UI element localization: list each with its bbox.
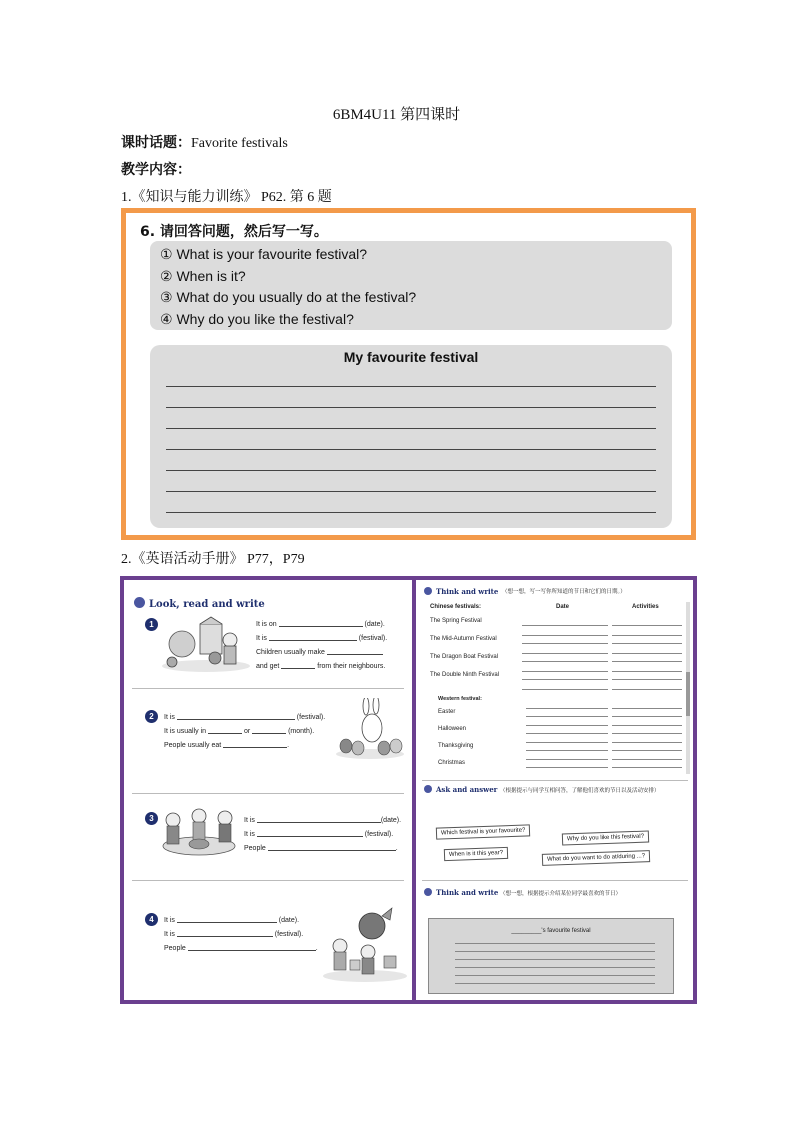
workbook-spread bbox=[120, 576, 697, 1004]
exercise-number-3: 3 bbox=[145, 812, 158, 825]
notebook-title: _________'s favourite festival bbox=[511, 928, 591, 934]
ask-answer-note-1: （根据提示与同学互相问答，了解他们喜欢的节日以及活动安排） bbox=[500, 788, 660, 794]
festival-row: The Dragon Boat Festival bbox=[430, 654, 499, 660]
content-item-2: 2.《英语活动手册》 P77，P79 bbox=[121, 552, 305, 567]
answer-line bbox=[526, 716, 608, 717]
writing-line bbox=[166, 428, 656, 429]
ex1-line-2: It is (festival). bbox=[256, 635, 388, 642]
writing-line bbox=[166, 512, 656, 513]
answer-line bbox=[526, 767, 608, 768]
questions-box bbox=[150, 241, 672, 330]
question-3: ③ What do you usually do at the festival? bbox=[160, 289, 417, 305]
christmas-illustration bbox=[320, 906, 410, 984]
answer-line bbox=[526, 750, 608, 751]
answer-line bbox=[526, 759, 608, 760]
answer-line bbox=[612, 679, 682, 680]
answer-line bbox=[612, 643, 682, 644]
workbook-page-right bbox=[416, 580, 693, 1000]
answer-line bbox=[612, 708, 682, 709]
notebook-line bbox=[455, 975, 655, 976]
question-2: ② When is it? bbox=[160, 267, 246, 284]
header-activities: Activities bbox=[632, 604, 659, 610]
answer-line bbox=[612, 653, 682, 654]
notebook-box bbox=[428, 918, 674, 994]
divider bbox=[132, 880, 404, 881]
ex2-line-1: It is (festival). bbox=[164, 714, 326, 721]
thanksgiving-dinner-illustration bbox=[159, 806, 241, 864]
divider bbox=[132, 793, 404, 794]
think-write-title-2: Think and write bbox=[424, 888, 498, 897]
ex3-line-2: It is (festival). bbox=[244, 831, 394, 838]
festival-row: Easter bbox=[438, 709, 456, 715]
ask-answer-title: Ask and answer bbox=[424, 785, 497, 794]
ex1-line-4: and get from their neighbours. bbox=[256, 663, 386, 670]
answer-line bbox=[526, 733, 608, 734]
bullet-icon bbox=[424, 888, 432, 896]
festival-row: Halloween bbox=[438, 726, 467, 732]
answer-line bbox=[522, 625, 608, 626]
notebook-line bbox=[455, 943, 655, 944]
speech-bubble: Which festival is your favourite? bbox=[436, 824, 531, 839]
exercise-number-4: 4 bbox=[145, 913, 158, 926]
answer-line bbox=[612, 671, 682, 672]
exercise-6-title: 6. 请回答问题，然后写一写。 bbox=[140, 224, 328, 240]
question-4: ④ Why do you like the festival? bbox=[160, 310, 354, 327]
answer-line bbox=[612, 733, 682, 734]
header-date: Date bbox=[556, 604, 570, 610]
think-write-note-1: （想一想，写一写你所知道的节日和它们的日期。） bbox=[502, 589, 626, 595]
answer-line bbox=[612, 661, 682, 662]
exercise-number-1: 1 bbox=[145, 618, 158, 631]
festival-row: Christmas bbox=[438, 760, 466, 766]
answer-line bbox=[612, 725, 682, 726]
ex2-line-2: It is usually in or (month). bbox=[164, 728, 315, 735]
ex4-line-2: It is (festival). bbox=[164, 931, 304, 938]
ex1-line-1: It is on (date). bbox=[256, 621, 385, 628]
answer-line bbox=[612, 742, 682, 743]
answer-line bbox=[526, 725, 608, 726]
content-line bbox=[121, 159, 191, 179]
festival-row: The Double Ninth Festival bbox=[430, 672, 500, 678]
question-1: ① What is your favourite festival? bbox=[160, 246, 368, 262]
ex3-line-3: People . bbox=[244, 845, 398, 852]
topic-label: 课时话题： bbox=[121, 135, 191, 151]
section-title: Look, read and write bbox=[134, 597, 265, 610]
notebook-line bbox=[455, 951, 655, 952]
writing-line bbox=[166, 470, 656, 471]
writing-line bbox=[166, 407, 656, 408]
page-title: 6BM4U11 第四课时 bbox=[332, 107, 461, 123]
answer-line bbox=[522, 643, 608, 644]
divider bbox=[422, 780, 688, 781]
writing-title: My favourite festival bbox=[343, 349, 479, 365]
answer-line bbox=[612, 750, 682, 751]
writing-line bbox=[166, 386, 656, 387]
western-label: Western festival: bbox=[438, 696, 482, 702]
answer-line bbox=[526, 708, 608, 709]
think-write-title-1: Think and write bbox=[424, 587, 498, 596]
answer-line bbox=[612, 635, 682, 636]
easter-bunny-illustration bbox=[334, 698, 408, 760]
ex4-line-3: People . bbox=[164, 945, 318, 952]
think-write-note-2: （想一想，根据提示介绍某位同学最喜欢的节日） bbox=[500, 891, 622, 897]
ex2-line-3: People usually eat . bbox=[164, 742, 290, 749]
bullet-icon bbox=[424, 785, 432, 793]
notebook-line bbox=[455, 959, 655, 960]
workbook-page-left bbox=[124, 580, 412, 1000]
content-item-1: 1.《知识与能力训练》 P62. 第 6 题 bbox=[121, 190, 332, 205]
festival-row: The Mid-Autumn Festival bbox=[430, 636, 497, 642]
ex3-line-1: It is (date). bbox=[244, 817, 402, 824]
bullet-icon bbox=[424, 587, 432, 595]
festival-row: Thanksgiving bbox=[438, 743, 474, 749]
notebook-line bbox=[455, 983, 655, 984]
bullet-icon bbox=[134, 597, 145, 608]
answer-line bbox=[522, 635, 608, 636]
answer-line bbox=[522, 679, 608, 680]
ex4-line-1: It is (date). bbox=[164, 917, 300, 924]
divider bbox=[132, 688, 404, 689]
topic-value: Favorite festivals bbox=[191, 136, 288, 151]
answer-line bbox=[522, 671, 608, 672]
table-scrollbar[interactable] bbox=[686, 602, 690, 774]
speech-bubble: When is it this year? bbox=[444, 847, 508, 861]
writing-line bbox=[166, 449, 656, 450]
speech-bubble: Why do you like this festival? bbox=[562, 830, 649, 845]
exercise-number-2: 2 bbox=[145, 710, 158, 723]
header-chinese-festivals: Chinese festivals: bbox=[430, 604, 482, 610]
answer-line bbox=[526, 742, 608, 743]
notebook-line bbox=[455, 967, 655, 968]
topic-line bbox=[121, 132, 288, 152]
answer-line bbox=[522, 661, 608, 662]
divider bbox=[422, 880, 688, 881]
answer-line bbox=[522, 689, 608, 690]
answer-line bbox=[612, 716, 682, 717]
speech-bubble: What do you want to do at/during ...? bbox=[542, 850, 650, 866]
festival-row: The Spring Festival bbox=[430, 618, 482, 624]
halloween-illustration bbox=[160, 616, 252, 674]
answer-line bbox=[612, 625, 682, 626]
writing-box bbox=[150, 345, 672, 528]
answer-line bbox=[612, 767, 682, 768]
content-label: 教学内容： bbox=[121, 162, 191, 178]
ex1-line-3: Children usually make bbox=[256, 648, 383, 656]
exercise-6-box bbox=[121, 208, 696, 540]
scrollbar-thumb[interactable] bbox=[686, 672, 690, 716]
answer-line bbox=[612, 759, 682, 760]
writing-line bbox=[166, 491, 656, 492]
answer-line bbox=[612, 689, 682, 690]
answer-line bbox=[522, 653, 608, 654]
